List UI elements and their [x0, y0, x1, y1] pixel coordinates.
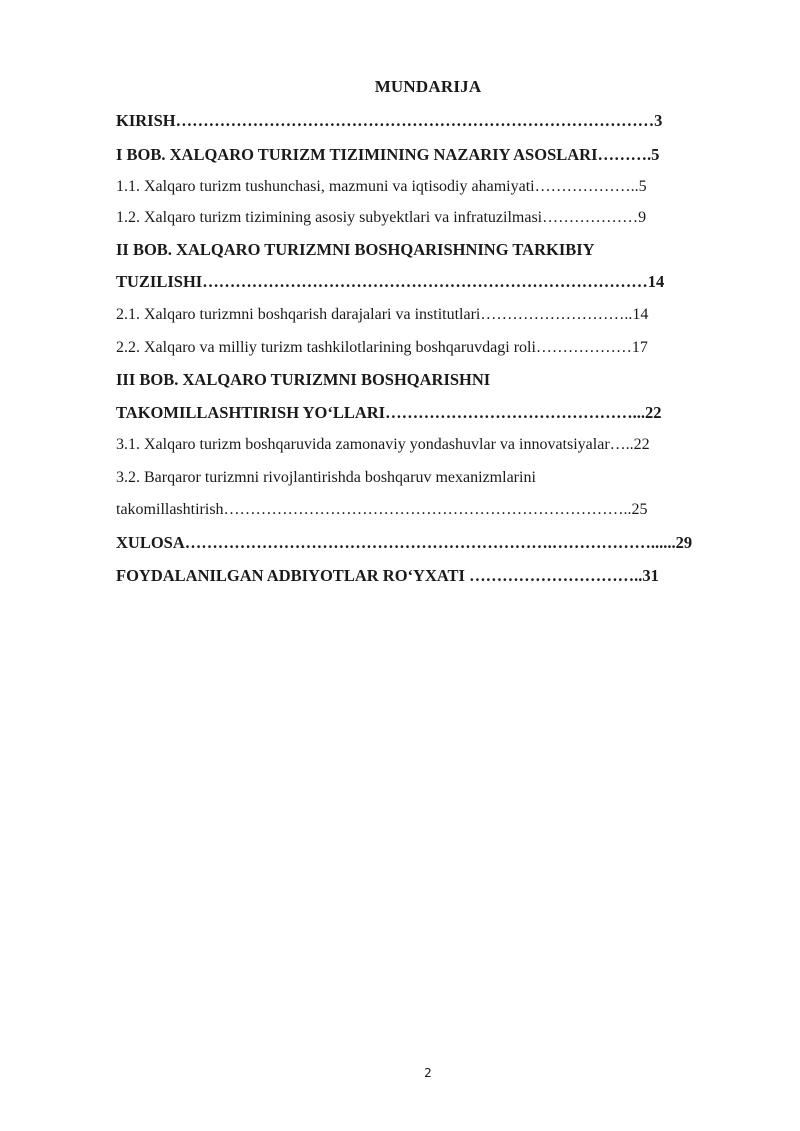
toc-entry-chapter-2-line-2: TUZILISHI………………………………………………………………………14 [116, 272, 665, 291]
toc-entry-introduction: KIRISH……………………………………………………………………………3 [116, 111, 663, 130]
page-number: 2 [424, 1066, 432, 1080]
toc-entry-chapter-1: I BOB. XALQARO TURIZM TIZIMINING NAZARIY ASOSLARI……….5 [116, 145, 660, 164]
page-title: MUNDARIJA [374, 77, 482, 96]
toc-entry-section-2-1: 2.1. Xalqaro turizmni boshqarish darajalari va institutlari………………………..14 [116, 306, 649, 323]
toc-entry-section-1-2: 1.2. Xalqaro turizm tizimining asosiy subyektlari va infratuzilmasi………………9 [116, 209, 647, 226]
toc-entry-section-2-2: 2.2. Xalqaro va milliy turizm tashkilotlarining boshqaruvdagi roli………………17 [116, 339, 648, 356]
toc-entry-section-3-2-line-1: 3.2. Barqaror turizmni rivojlantirishda boshqaruv mexanizmlarini [116, 469, 536, 486]
toc-entry-section-3-2-line-2: takomillashtirish…………………………………………………………………..25 [116, 501, 648, 518]
toc-entry-section-1-1: 1.1. Xalqaro turizm tushunchasi, mazmuni va iqtisodiy ahamiyati………………..5 [116, 178, 647, 195]
toc-entry-chapter-3-line-1: III BOB. XALQARO TURIZMNI BOSHQARISHNI [116, 370, 491, 389]
toc-entry-chapter-3-line-2: TAKOMILLASHTIRISH YO‘LLARI………………………………………...22 [116, 403, 662, 422]
toc-entry-section-3-1: 3.1. Xalqaro turizm boshqaruvida zamonaviy yondashuvlar va innovatsiyalar…..22 [116, 436, 650, 453]
toc-entry-conclusion: XULOSA………………………………………………………….………………......29 [116, 533, 693, 552]
toc-entry-references: FOYDALANILGAN ADBIYOTLAR RO‘YXATI …………………………..31 [116, 566, 659, 585]
toc-entry-chapter-2-line-1: II BOB. XALQARO TURIZMNI BOSHQARISHNING TARKIBIY [116, 240, 595, 259]
